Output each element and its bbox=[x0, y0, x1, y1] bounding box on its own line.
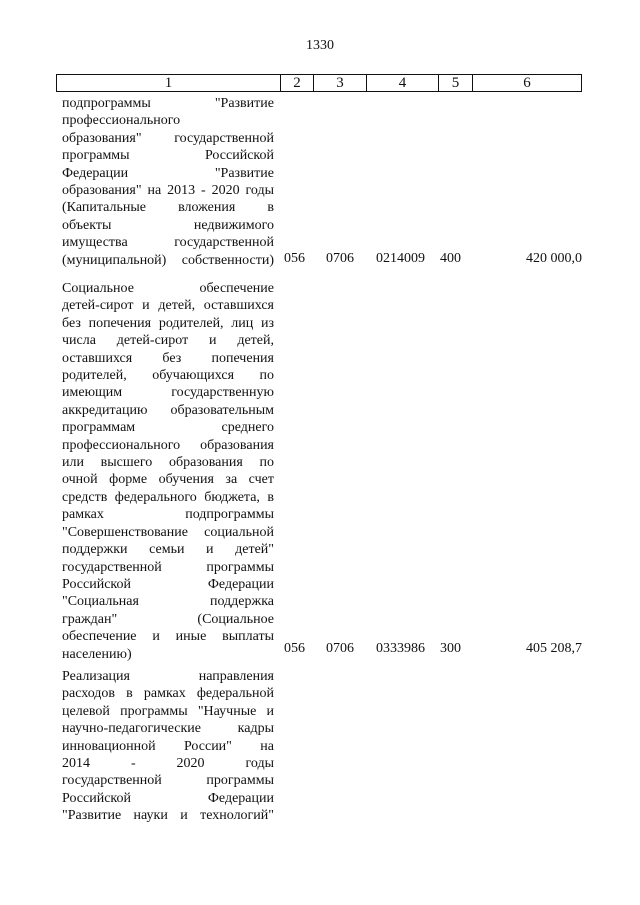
header-col-5: 5 bbox=[439, 75, 473, 91]
row-3-line: научно-педагогические кадры bbox=[62, 721, 274, 737]
row-1-line: образования" на 2013 - 2020 годы bbox=[62, 183, 274, 199]
row-2-line: аккредитацию образовательным bbox=[62, 402, 274, 418]
row-2-line: граждан" (Социальное bbox=[62, 611, 274, 627]
header-col-6: 6 bbox=[523, 75, 531, 91]
row-2-line: государственной программы bbox=[62, 559, 274, 575]
row-2-line: или высшего образования по bbox=[62, 455, 274, 471]
row-1-line: объекты недвижимого bbox=[62, 217, 274, 233]
row-3-line: Российской Федерации bbox=[62, 790, 274, 806]
row-2-line: средств федерального бюджета, в bbox=[62, 489, 274, 505]
row-1-line: имущества государственной bbox=[62, 235, 274, 251]
row-1-line: (муниципальной) собственности) bbox=[62, 252, 274, 268]
row-2-line: оставшихся без попечения bbox=[62, 350, 274, 366]
row-2-line: детей-сирот и детей, оставшихся bbox=[62, 298, 274, 314]
row-2-line: программам среднего bbox=[62, 420, 274, 436]
row-1-line: программы Российской bbox=[62, 148, 274, 164]
row-2-line: очной форме обучения за счет bbox=[62, 472, 274, 488]
row-2-line: без попечения родителей, лиц из bbox=[62, 315, 274, 331]
row-1-description bbox=[62, 95, 274, 269]
row-1-line: (Капитальные вложения в bbox=[62, 200, 274, 216]
row-3-description bbox=[62, 668, 274, 825]
row-1-col-3: 0706 bbox=[326, 251, 354, 266]
row-3-line: расходов в рамках федеральной bbox=[62, 686, 274, 702]
row-2-line: "Совершенствование социальной bbox=[62, 524, 274, 540]
page-number: 1330 bbox=[306, 38, 334, 53]
row-3-line: "Развитие науки и технологий" bbox=[62, 808, 274, 824]
row-2-col-5: 300 bbox=[440, 641, 461, 656]
row-3-line: инновационной России" на bbox=[62, 738, 274, 754]
header-col-3: 3 bbox=[314, 75, 367, 91]
row-2-col-4: 0333986 bbox=[376, 641, 425, 656]
row-2-line: Социальное обеспечение bbox=[62, 281, 274, 296]
row-3-line: 2014 - 2020 годы bbox=[62, 756, 274, 772]
row-2-line: профессионального образования bbox=[62, 437, 274, 453]
row-2-col-6: 405 208,7 bbox=[526, 641, 582, 656]
row-1-col-6: 420 000,0 bbox=[526, 251, 582, 266]
row-1-col-4: 0214009 bbox=[376, 251, 425, 266]
row-2-line: имеющим государственную bbox=[62, 385, 274, 401]
row-2-line: рамках подпрограммы bbox=[62, 507, 274, 523]
row-1-line: профессионального bbox=[62, 113, 181, 129]
row-3-line: Реализация направления bbox=[62, 669, 274, 684]
row-2-line: поддержки семьи и детей" bbox=[62, 542, 274, 558]
table-header bbox=[56, 74, 582, 92]
row-2-line: населению) bbox=[62, 646, 132, 662]
row-2-line: обеспечение и иные выплаты bbox=[62, 629, 274, 645]
row-1-line: образования" государственной bbox=[62, 130, 274, 146]
row-2-description bbox=[62, 280, 274, 663]
row-1-col-2: 056 bbox=[284, 251, 305, 266]
row-3-line: государственной программы bbox=[62, 773, 274, 789]
row-1-line: Федерации "Развитие bbox=[62, 165, 274, 181]
row-1-line: подпрограммы "Развитие bbox=[62, 96, 274, 111]
row-2-line: родителей, обучающихся по bbox=[62, 368, 274, 384]
header-col-4: 4 bbox=[367, 75, 439, 91]
header-col-2: 2 bbox=[281, 75, 314, 91]
row-2-line: "Социальная поддержка bbox=[62, 594, 274, 610]
header-col-1: 1 bbox=[57, 75, 281, 91]
row-1-col-5: 400 bbox=[440, 251, 461, 266]
row-3-line: целевой программы "Научные и bbox=[62, 703, 274, 719]
row-2-line: числа детей-сирот и детей, bbox=[62, 333, 274, 349]
row-2-col-2: 056 bbox=[284, 641, 305, 656]
row-2-line: Российской Федерации bbox=[62, 576, 274, 592]
row-2-col-3: 0706 bbox=[326, 641, 354, 656]
